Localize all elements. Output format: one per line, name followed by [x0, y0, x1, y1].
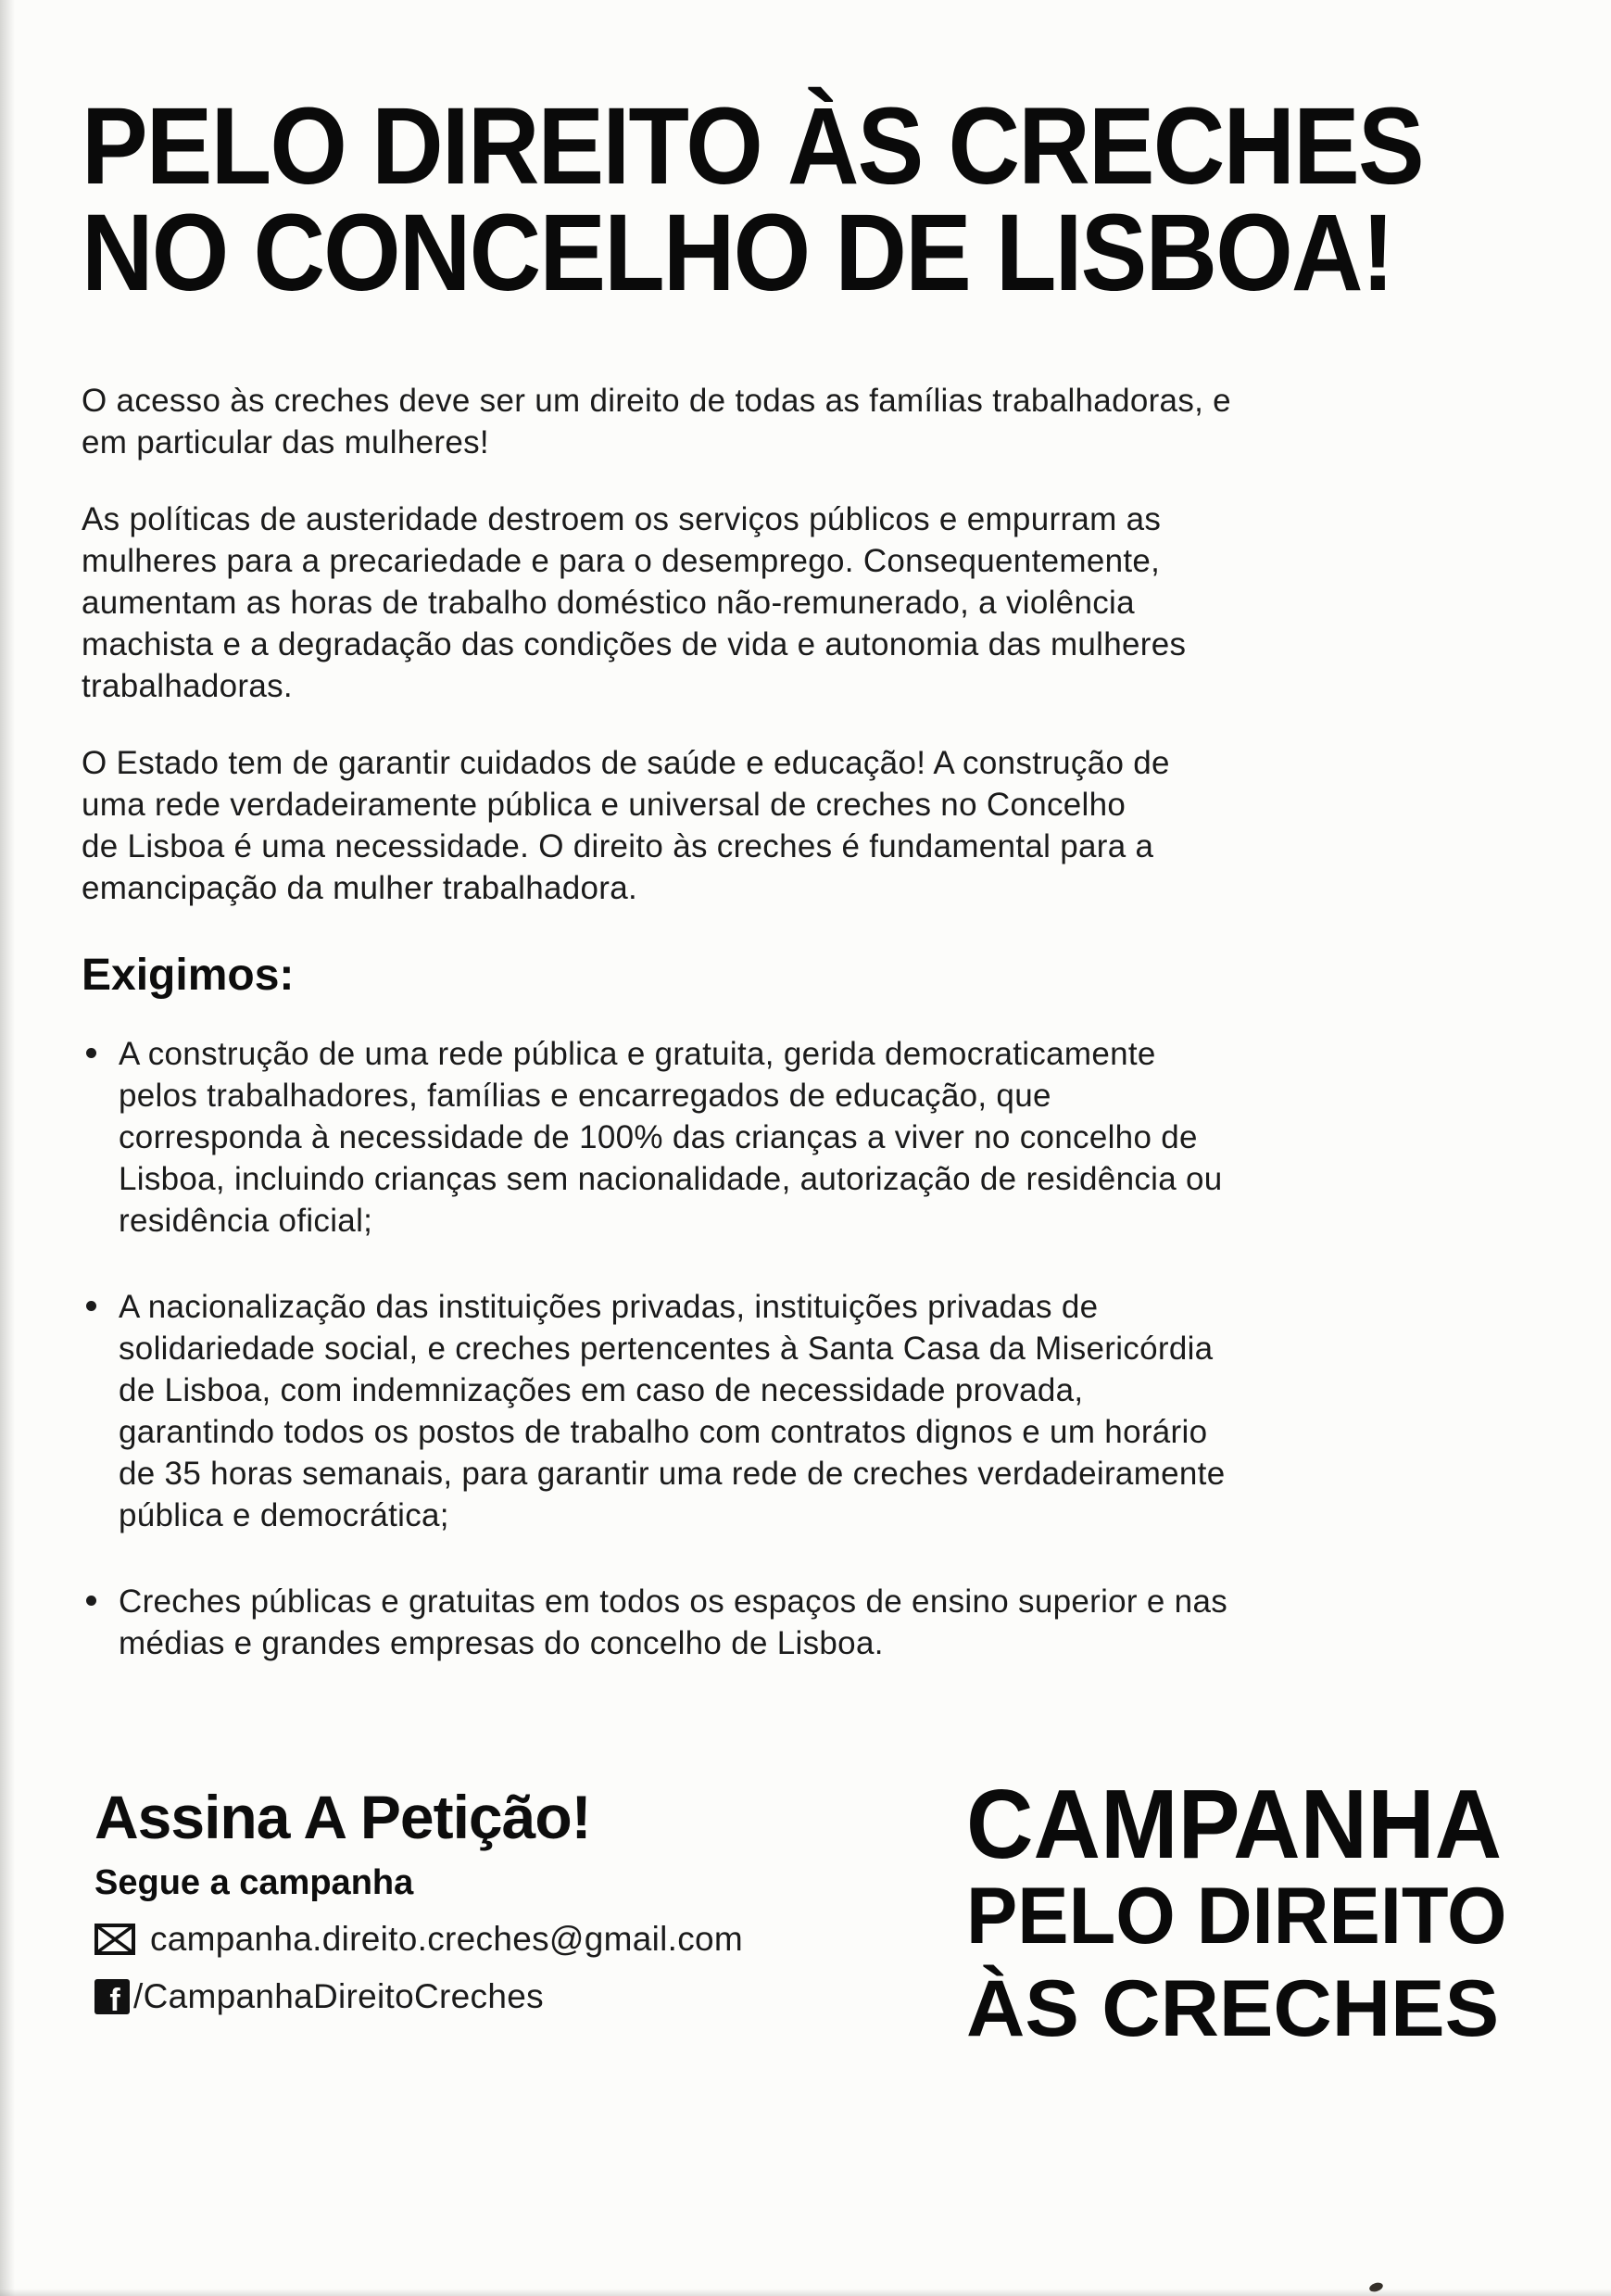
page-title	[82, 85, 1555, 314]
email-row	[94, 1918, 743, 1961]
email-address[interactable]: campanha.direito.creches@gmail.com	[150, 1920, 744, 1958]
facebook-row	[94, 1975, 743, 2018]
demands-list	[82, 1033, 1564, 1664]
list-item	[82, 1581, 1564, 1664]
state-paragraph: O Estado tem de garantir cuidados de saúde e educação! A construção de uma rede verdadeiramente pública e universal de creches no Concelho de Lisboa é uma necessidade. O direito às creches é fundamental para a emancipação da mulher trabalhadora.	[82, 745, 1170, 906]
list-item	[82, 1033, 1564, 1242]
facebook-handle[interactable]: /CampanhaDireitoCreches	[133, 1977, 544, 2015]
demand-text: A construção de uma rede pública e gratuita, gerida democraticamente pelos trabalhadores, famílias e encarregados de educação, que corresponda à necessidade de 100% das crianças a viver no concelho de Lisboa, incluindo crianças sem nacionalidade, autorização de residência ou residência oficial;	[119, 1036, 1223, 1239]
follow-label: Segue a campanha	[94, 1863, 414, 1902]
demand-text: Creches públicas e gratuitas em todos os espaços de ensino superior e nas médias e grandes empresas do concelho de Lisboa.	[119, 1583, 1228, 1661]
logo-line-2: PELO DIREITO	[966, 1872, 1507, 1961]
austerity-paragraph: As políticas de austeridade destroem os serviços públicos e empurram as mulheres para a precariedade e para o desemprego. Consequentemente, aumentam as horas de trabalho doméstico não-remunerado, a violência machista e a degradação das condições de vida e autonomia das mulheres trabalhadoras.	[82, 501, 1187, 704]
body-text	[82, 380, 1564, 1709]
title-line-2: NO CONCELHO DE LISBOA!	[82, 192, 1393, 314]
title-line-1: PELO DIREITO ÀS CRECHES	[82, 85, 1423, 208]
scan-speck	[1368, 2281, 1384, 2293]
list-item	[82, 1286, 1564, 1536]
campaign-logo	[966, 1770, 1531, 2053]
demand-text: A nacionalização das instituições privadas, instituições privadas de solidariedade social, e creches pertencentes à Santa Casa da Misericórdia de Lisboa, com indemnizações em caso de necessidade provada, garantindo todos os postos de trabalho com contratos dignos e um horário de 35 horas semanais, para garantir uma rede de creches verdadeiramente pública e democrática;	[119, 1289, 1226, 1533]
email-icon	[94, 1924, 135, 1955]
bullet-icon	[86, 1301, 96, 1311]
demands-heading: Exigimos:	[82, 951, 295, 1000]
facebook-f-glyph: f	[109, 1983, 120, 2014]
petition-headline: Assina A Petição!	[94, 1783, 591, 1851]
bullet-icon	[86, 1048, 96, 1058]
bullet-icon	[86, 1596, 96, 1606]
facebook-icon	[94, 1979, 130, 2014]
intro-paragraph: O acesso às creches deve ser um direito de todas as famílias trabalhadoras, e em particular das mulheres!	[82, 383, 1231, 460]
logo-line-3: ÀS CRECHES	[966, 1964, 1500, 2053]
petition-section	[94, 1785, 743, 2018]
logo-line-1: CAMPANHA	[966, 1770, 1503, 1879]
